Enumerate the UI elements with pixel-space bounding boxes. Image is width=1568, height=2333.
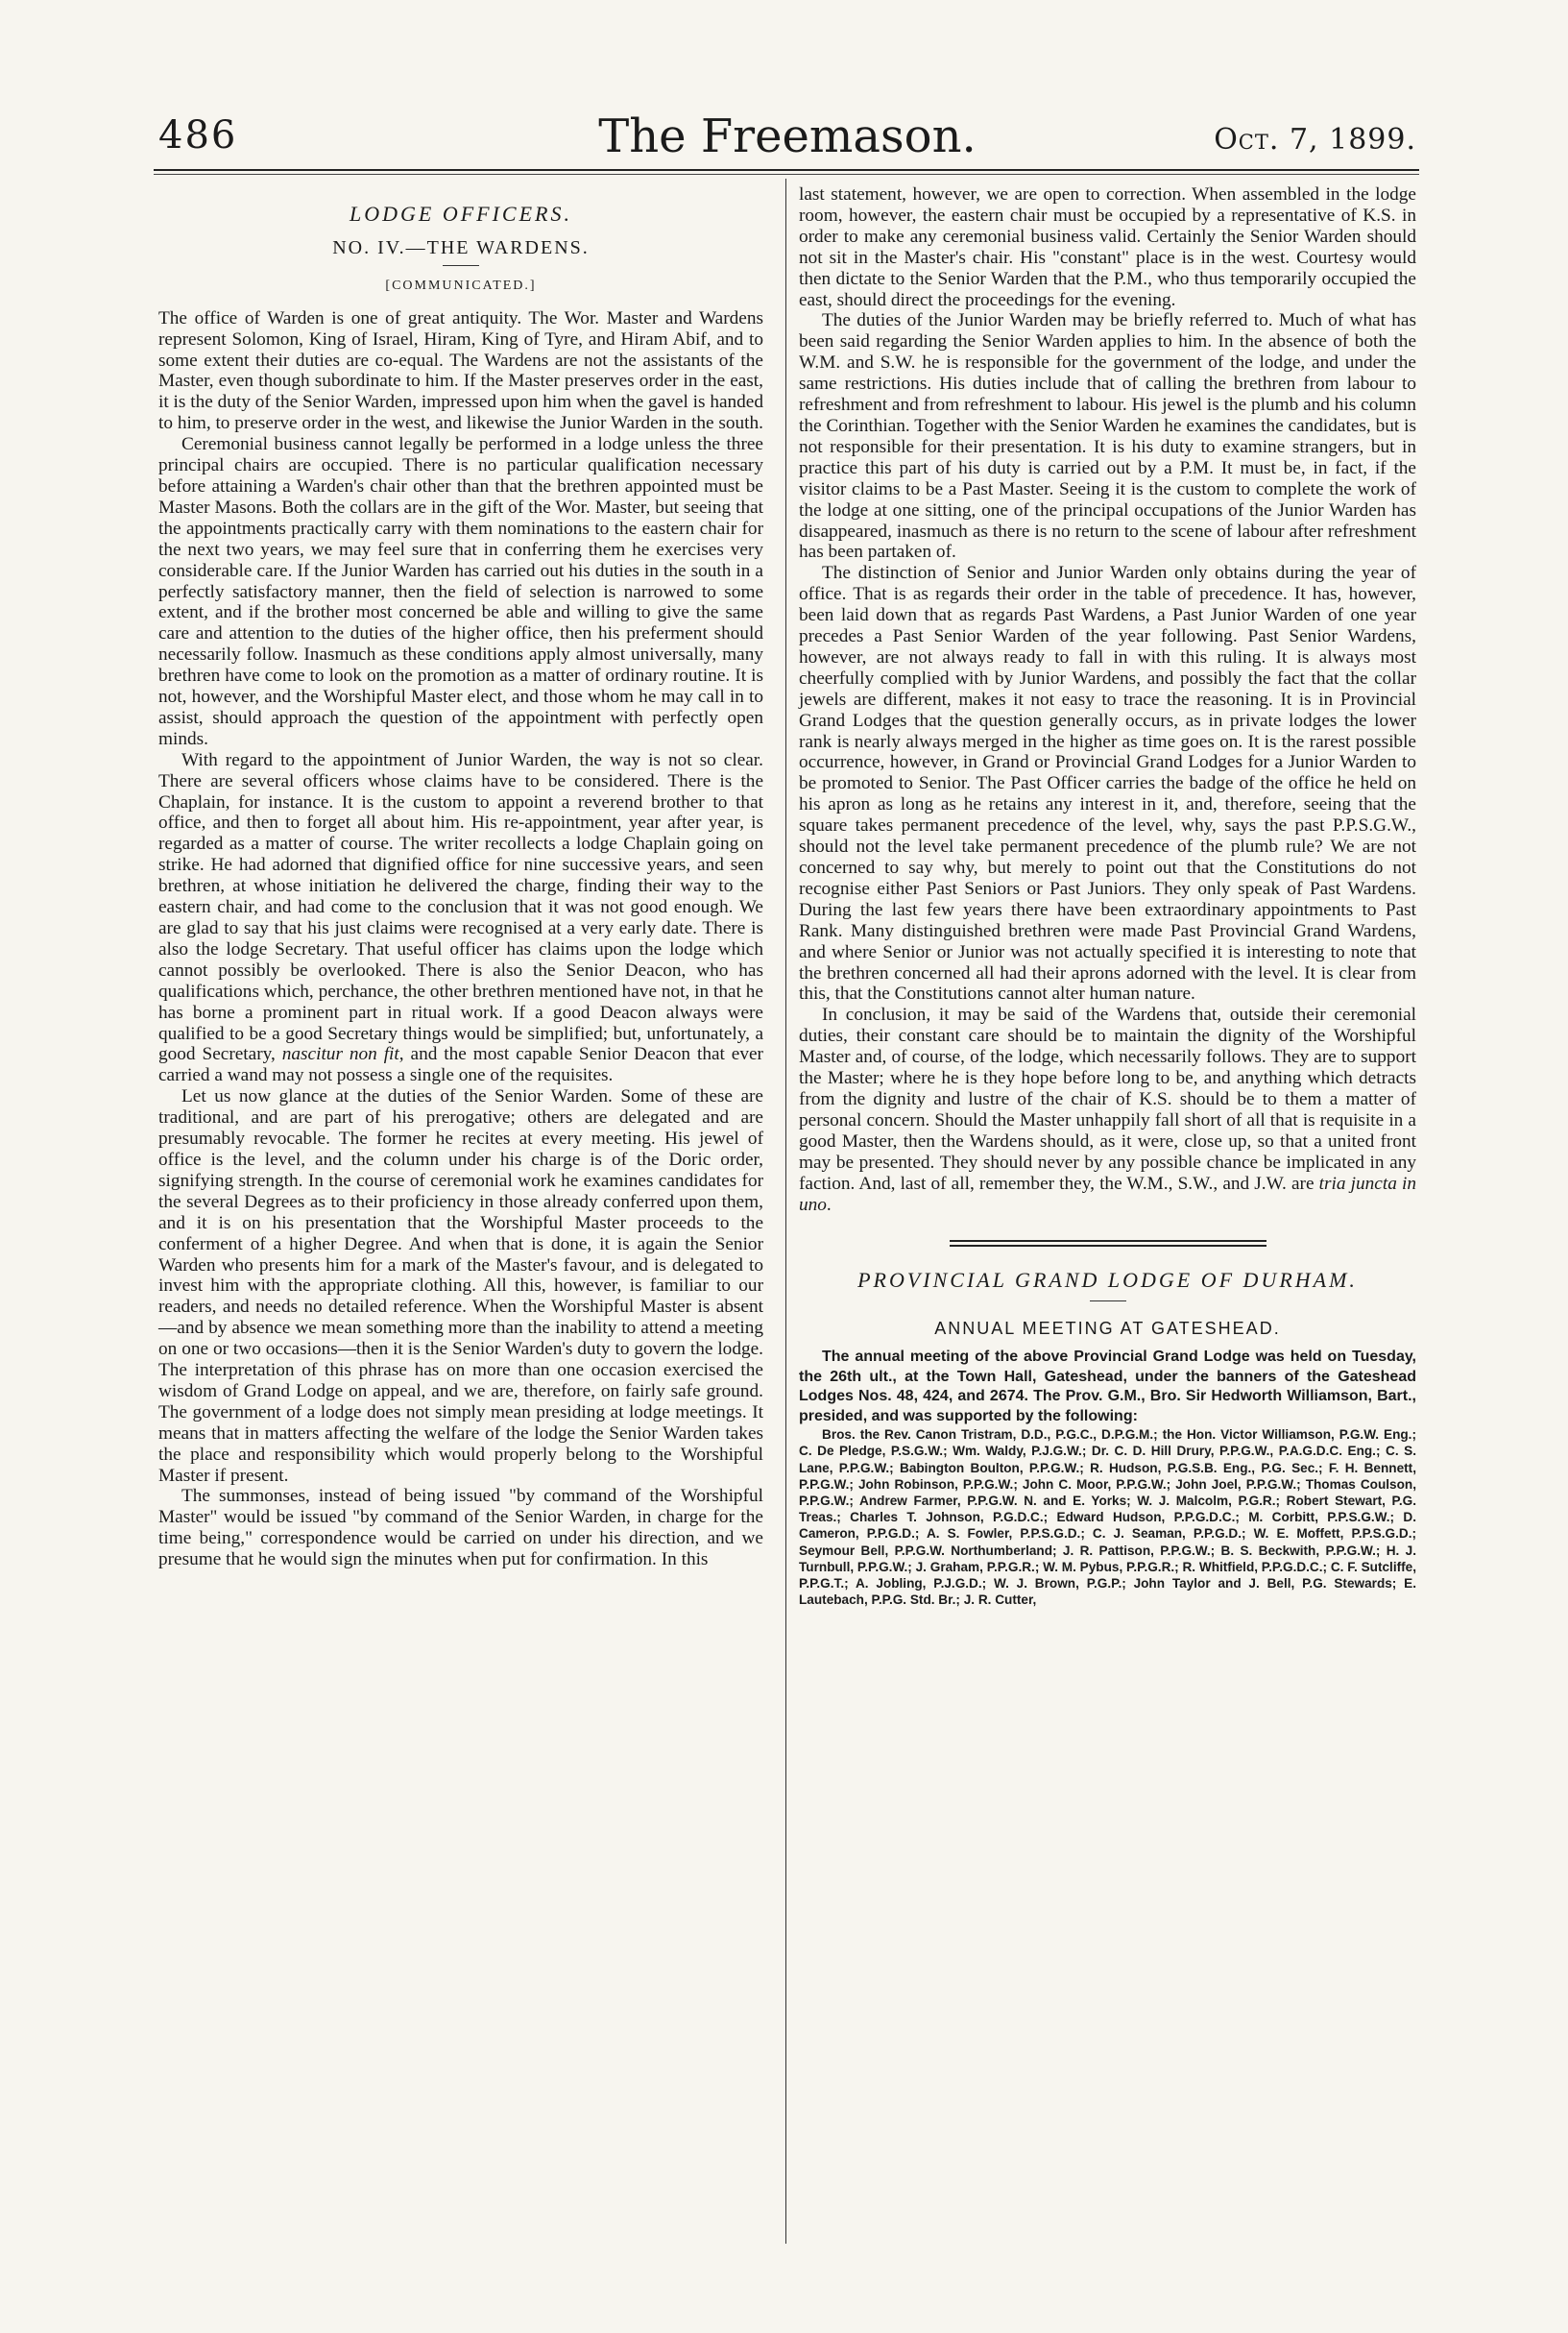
left-column: [158, 184, 763, 1570]
page-number: 486: [158, 113, 238, 158]
attendee-list: Bros. the Rev. Canon Tristram, D.D., P.G.C., D.P.G.M.; the Hon. Victor Williamson, P.G.W. Eng.; C. De Pledge, P.S.G.W.; Wm. Waldy, P.J.G.W.; Dr. C. D. Hill Drury, P.P.G.W., P.A.G.D.C. Eng.; C. S. Lane, P.P.G.W.; Babington Boulton, P.P.G.W.; R. Hudson, P.G.S.B. Eng., P.G. Sec.; F. H. Bennett, P.P.G.W.; John Robinson, P.P.G.W.; John C. Moor, P.P.G.W.; John Joel, P.P.G.W.; Thomas Coulson, P.P.G.W.; Andrew Farmer, P.P.G.W. N. and E. Yorks; W. J. Malcolm, P.G.R.; Robert Stewart, P.G. Treas.; Charles T. Johnson, P.G.D.C.; Edward Hudson, P.P.G.D.C.; M. Corbitt, P.P.S.G.W.; D. Cameron, P.P.G.D.; A. S. Fowler, P.P.S.G.D.; C. J. Seaman, P.P.G.D.; W. E. Moffett, P.P.S.G.D.; Seymour Bell, P.P.G.W. Northumberland; J. R. Pattison, P.P.G.W.; B. S. Beckwith, P.P.G.W.; H. J. Turnbull, P.P.G.W.; J. Graham, P.P.G.R.; W. M. Pybus, P.P.G.R.; R. Whitfield, P.P.G.D.C.; C. F. Sutcliffe, P.P.G.T.; A. Jobling, P.J.G.D.; W. J. Brown, P.G.P.; John Taylor and J. Bell, P.G. Stewards; E. Lautebach, P.P.G. Std. Br.; J. R. Cutter,: [799, 1427, 1416, 1608]
paragraph: The summonses, instead of being issued "by command of the Worshipful Master" would be issued "by command of the Senior Warden, in charge for the time being," correspondence would be carried on under his direction, and we presume that he would sign the minutes when put for confirmation. In this: [158, 1486, 763, 1570]
paragraph: Let us now glance at the duties of the Senior Warden. Some of these are traditional, and are part of his prerogative; others are delegated and are presumably revocable. The former he recites at every meeting. His jewel of office is the level, and the column under his charge is of the Doric order, signifying strength. In the course of ceremonial work he examines candidates for the several Degrees as to their proficiency in those already conferred upon them, and it is on his presentation that the Worshipful Master proceeds to the conferment of a higher Degree. And when that is done, it is again the Senior Warden who presents him for a mark of the Master's favour, and is delegated to invest him with the appropriate clothing. All this, however, is familiar to our readers, and needs no detailed reference. When the Worshipful Master is absent—and by absence we mean something more than the inability to attend a meeting on one or two occasions—then it is the Senior Warden's duty to govern the lodge. The interpretation of this phrase has on more than one occasion exercised the wisdom of Grand Lodge on appeal, and we are, therefore, on fairly safe ground. The government of a lodge does not simply mean presiding at lodge meetings. It means that in matters affecting the welfare of the lodge the Senior Warden takes the place and responsibility which would properly belong to the Worshipful Master if present.: [158, 1086, 763, 1486]
issue-date: Oct. 7, 1899.: [1214, 123, 1416, 157]
short-rule: [1090, 1300, 1126, 1301]
section-double-rule: [950, 1240, 1266, 1247]
paragraph: The office of Warden is one of great antiquity. The Wor. Master and Wardens represent Solomon, King of Israel, Hiram, King of Tyre, and Hiram Abif, and to some extent their duties are co-equal. The Wardens are not the assistants of the Master, even though subordinate to him. If the Master preserves order in the east, it is the duty of the Senior Warden, impressed upon him when the gavel is handed to him, to preserve order in the west, and likewise the Junior Warden in the south.: [158, 307, 763, 434]
paragraph-text: In conclusion, it may be said of the Wardens that, outside their ceremonial duties, their constant care should be to maintain the dignity of the Worshipful Master and, of course, of the lodge, which necessarily follows. They are to support the Master; where he is they hope before long to be, and anything which detracts from the dignity and lustre of the chair of K.S. should be to them a matter of personal concern. Should the Master unhappily fall short of all that is requisite in a good Master, then the Wardens should, as it were, close up, so that a united front may be presented. They should never by any possible chance be implicated in any faction. And, last of all, remember they, the W.M., S.W., and J.W. are: [799, 1005, 1416, 1194]
short-rule: [443, 265, 479, 266]
paragraph: The duties of the Junior Warden may be briefly referred to. Much of what has been said regarding the Senior Warden applies to him. In the absence of both the W.M. and S.W. he is responsible for the government of the lodge, and under the same restrictions. His duties include that of calling the brethren from labour to refreshment and from refreshment to labour. His jewel is the plumb and his column the Corinthian. Together with the Senior Warden he examines the candidates, but is not responsible for their presentation. It is his duty to examine strangers, but in practice this part of his duty is carried out by a P.M. It must be, in fact, if the visitor claims to be a Past Master. Seeing it is the custom to complete the work of the lodge at one sitting, one of the principal occupations of the Junior Warden has disappeared, inasmuch as there is no return to the scene of labour after refreshment has been partaken of.: [799, 310, 1416, 563]
paragraph-text: , and the most capable Senior Deacon that ever carried a wand may not possess a single one of the requisites.: [158, 1044, 763, 1086]
paragraph: The distinction of Senior and Junior Warden only obtains during the year of office. That is as regards their order in the table of precedence. It has, however, been laid down that as regards Past Wardens, a Past Junior Warden of one year precedes a Past Senior Warden of the year following. Past Senior Wardens, however, are not always ready to fall in with this ruling. It is always most cheerfully complied with by Junior Wardens, and possibly the fact that the collar jewels are different, makes it not easy to trace the reasoning. It is in Provincial Grand Lodges that the question generally occurs, as in private lodges the lower rank is nearly always merged in the higher as time goes on. It is the rarest possible occurrence, however, in Grand or Provincial Grand Lodges for a Junior Warden to be promoted to Senior. The Past Officer carries the badge of the office he held on his apron as long as he retains any interest in it, and, therefore, seeing that the square takes permanent precedence of the level, why, says the past P.P.S.G.W., should not the level take permanent precedence of the plumb rule? We are not concerned to say why, but merely to point out that the Constitutions do not recognise either Past Seniors or Past Juniors. They only speak of Past Wardens. During the last few years there have been extraordinary appointments to Past Rank. Many distinguished brethren were made Past Provincial Grand Wardens, and where Senior or Junior was not actually specified it is interesting to note that the brethren concerned all had their aprons adorned with the level. It is clear from this, that the Constitutions cannot alter human nature.: [799, 563, 1416, 1005]
paragraph: [799, 1005, 1416, 1215]
newspaper-title: The Freemason.: [598, 109, 977, 163]
latin-phrase: tria juncta in uno: [799, 1173, 1416, 1215]
paragraph: [158, 750, 763, 1087]
section-subtitle-annual-meeting: ANNUAL MEETING AT GATESHEAD.: [934, 1319, 1281, 1339]
paragraph: Ceremonial business cannot legally be performed in a lodge unless the three principal chairs are occupied. There is no particular qualification necessary before attaining a Warden's chair other than that the brethren appointed must be Master Masons. Both the collars are in the gift of the Wor. Master, but seeing that the appointments practically carry with them nominations to the eastern chair for the next two years, we may feel sure that in conferring them he exercises very considerable care. If the Junior Warden has carried out his duties in the south in a perfectly satisfactory manner, then the field of selection is narrowed to some extent, and if the brother most concerned be able and willing to give the same care and attention to the duties of the higher office, then his preferment should necessarily follow. Inasmuch as these conditions apply almost universally, many brethren have come to look on the promotion as a matter of ordinary routine. It is not, however, and the Worshipful Master elect, and those whom he may call in to assist, should approach the question of the appointment with perfectly open minds.: [158, 434, 763, 749]
header-rule-thin: [154, 174, 1419, 175]
section-title-lodge-officers: LODGE OFFICERS.: [350, 202, 572, 226]
masthead: [158, 109, 1416, 163]
header-rule: [154, 169, 1419, 171]
paragraph-text: With regard to the appointment of Junior Warden, the way is not so clear. There are several officers whose claims have to be considered. There is the Chaplain, for instance. It is the custom to appoint a reverend brother to that office, and then to forget all about him. His re-appointment, year after year, is regarded as a matter of course. The writer recollects a lodge Chaplain going on strike. He had adorned that dignified office for nine successive years, and seen brethren, at whose initiation he delivered the charge, finding their way to the eastern chair, and had come to the conclusion that it was not good enough. We are glad to say that his just claims were recognised at a very early date. There is also the lodge Secretary. That useful officer has claims upon the lodge which cannot possibly be overlooked. There is also the Senior Deacon, who has qualifications which, perchance, the other brethren mentioned have not, in that he has borne a prominent part in ritual work. If a good Deacon always were qualified to be a good Secretary things would be simplified; but, unfortunately, a good Secretary,: [158, 749, 763, 1065]
column-divider: [785, 179, 786, 2244]
right-column: [799, 184, 1416, 1608]
provincial-intro: The annual meeting of the above Provincial Grand Lodge was held on Tuesday, the 26th ult., at the Town Hall, Gateshead, under the banners of the Gateshead Lodges Nos. 48, 424, and 2674. The Prov. G.M., Bro. Sir Hedworth Williamson, Bart., presided, and was supported by the following:: [799, 1349, 1416, 1424]
paragraph: last statement, however, we are open to correction. When assembled in the lodge room, however, the eastern chair must be occupied by a representative of K.S. in order to make any ceremonial business valid. Certainly the Senior Warden should not sit in the Master's chair. His "constant" place is in the west. Courtesy would then dictate to the Senior Warden that the P.M., who thus temporarily occupied the east, should direct the proceedings for the evening.: [799, 184, 1416, 310]
section-title-provincial: PROVINCIAL GRAND LODGE OF DURHAM.: [857, 1268, 1358, 1293]
section-subtitle-wardens: NO. IV.—THE WARDENS.: [332, 236, 590, 258]
paragraph-text: .: [826, 1194, 832, 1215]
latin-phrase: nascitur non fit: [281, 1044, 399, 1065]
communicated-note: [COMMUNICATED.]: [385, 278, 537, 293]
